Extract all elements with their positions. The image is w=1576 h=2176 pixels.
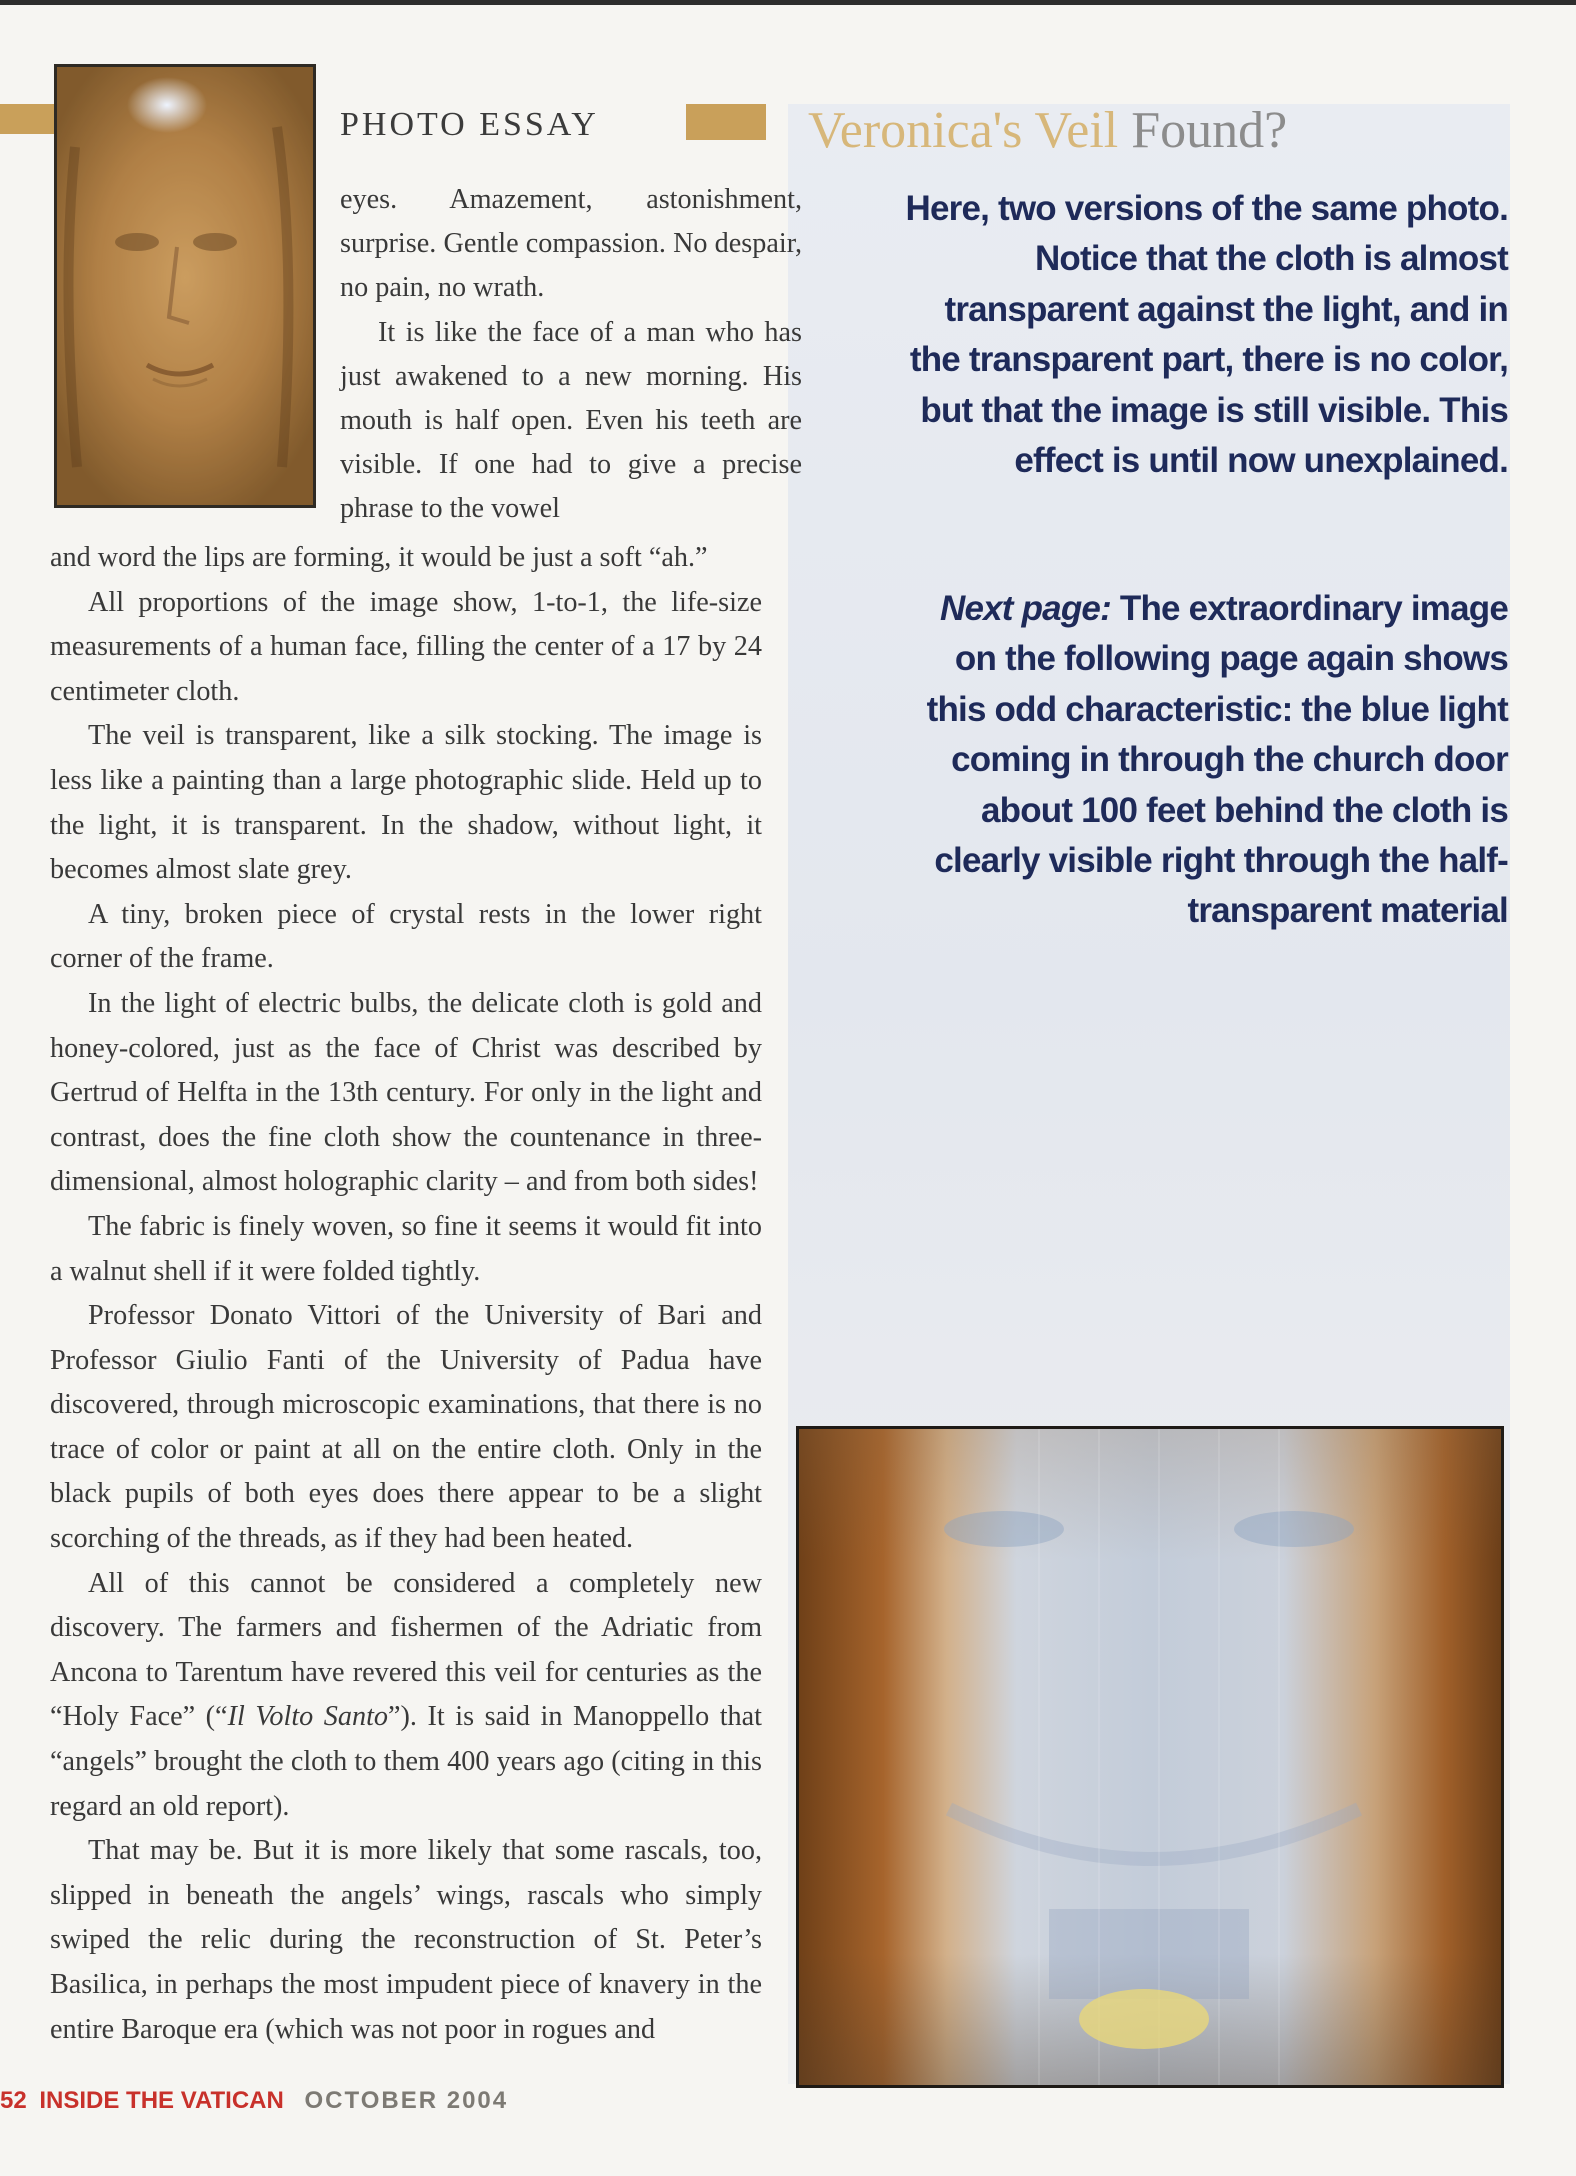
top-text-column: [340, 178, 802, 532]
article-paragraph: In the light of electric bulbs, the delicate cloth is gold and honey-colored, just as the face of Christ was described by Gertrud of Helfta in the 13th century. For only in the light and contrast, does the fine cloth show the countenance in three-dimensional, almost holographic clarity – and from both sides!: [50, 987, 762, 1198]
veil-face-photo: [54, 64, 316, 508]
veil-backlit-photo: [796, 1426, 1504, 2088]
sidebar-caption-1: Here, two versions of the same photo. Notice that the cloth is almost transparent against the light, and in the transparent part, there is no color, but that the image is still visible. This effect is until now unexplained.: [905, 189, 1508, 481]
article-paragraph: That may be. But it is more likely that some rascals, too, slipped in beneath the angels’ wings, rascals who simply swiped the relic during the reconstruction of St. Peter’s Basilica, in perhaps the most impudent piece of knavery in the entire Baroque era (which was not poor in rogues and: [50, 1835, 762, 2045]
next-page-label: Next page:: [940, 589, 1111, 628]
section-label: PHOTO ESSAY: [340, 106, 599, 143]
sidebar-caption-text: The extraordinary image on the following page again shows this odd characteristic: the blue light coming in through the church door about 100 feet behind the cloth is clearly visible right through the half-transparent material: [926, 589, 1508, 931]
main-text-column: [50, 536, 762, 2052]
top-border-line: [0, 0, 1576, 5]
page-footer: [0, 2084, 508, 2118]
yellow-light-spot: [1079, 1989, 1209, 2049]
paragraph-text: ”). It is said in Manoppello that “angels” brought the cloth to them 400 years ago (citing in this regard an old report).: [50, 1701, 762, 1822]
article-paragraph: The fabric is finely woven, so fine it seems it would fit into a walnut shell if it were folded tightly.: [50, 1210, 762, 1287]
article-paragraph: All proportions of the image show, 1-to-1, the life-size measurements of a human face, filling the center of a 17 by 24 centimeter cloth.: [50, 586, 762, 707]
face-image-art: [57, 67, 313, 505]
issue-date: OCTOBER 2004: [304, 2087, 509, 2114]
article-paragraph: [50, 1562, 762, 1830]
article-paragraph: Professor Donato Vittori of the University of Bari and Professor Giulio Fanti of the University of Padua have discovered, through microscopic examinations, that there is no trace of color or paint at all on the entire cloth. Only in the black pupils of both eyes does there appear to be a slight scorching of the threads, as if they had been heated.: [50, 1300, 762, 1555]
sidebar-caption-2: [890, 584, 1508, 937]
article-paragraph: eyes. Amazement, astonishment, surprise. Gentle compassion. No despair, no pain, no wrath.: [340, 184, 802, 304]
left-accent-bar: [0, 104, 60, 134]
article-title: [808, 96, 1287, 166]
title-part-veronicas-veil: Veronica's Veil: [808, 102, 1119, 159]
italic-phrase: Il Volto Santo: [227, 1701, 389, 1733]
magazine-name: INSIDE THE VATICAN: [39, 2087, 284, 2114]
paragraph-text: All of this cannot be considered a completely new discovery. The farmers and fishermen of the Adriatic from Ancona to Tarentum have revered this veil for centuries as the “Holy Face” (“: [50, 1567, 762, 1733]
title-part-found: Found?: [1131, 102, 1288, 159]
veil-image-art: [799, 1429, 1501, 2085]
page-number: 52: [0, 2087, 27, 2114]
article-paragraph: A tiny, broken piece of crystal rests in the lower right corner of the frame.: [50, 898, 762, 975]
article-paragraph: It is like the face of a man who has just awakened to a new morning. His mouth is half open. Even his teeth are visible. If one had to give a precise phrase to the vowel: [340, 316, 802, 525]
article-paragraph: The veil is transparent, like a silk stocking. The image is less like a painting than a large photographic slide. Held up to the light, it is transparent. In the shadow, without light, it becomes almost slate grey.: [50, 720, 762, 886]
article-paragraph: and word the lips are forming, it would be just a soft “ah.”: [50, 542, 708, 573]
